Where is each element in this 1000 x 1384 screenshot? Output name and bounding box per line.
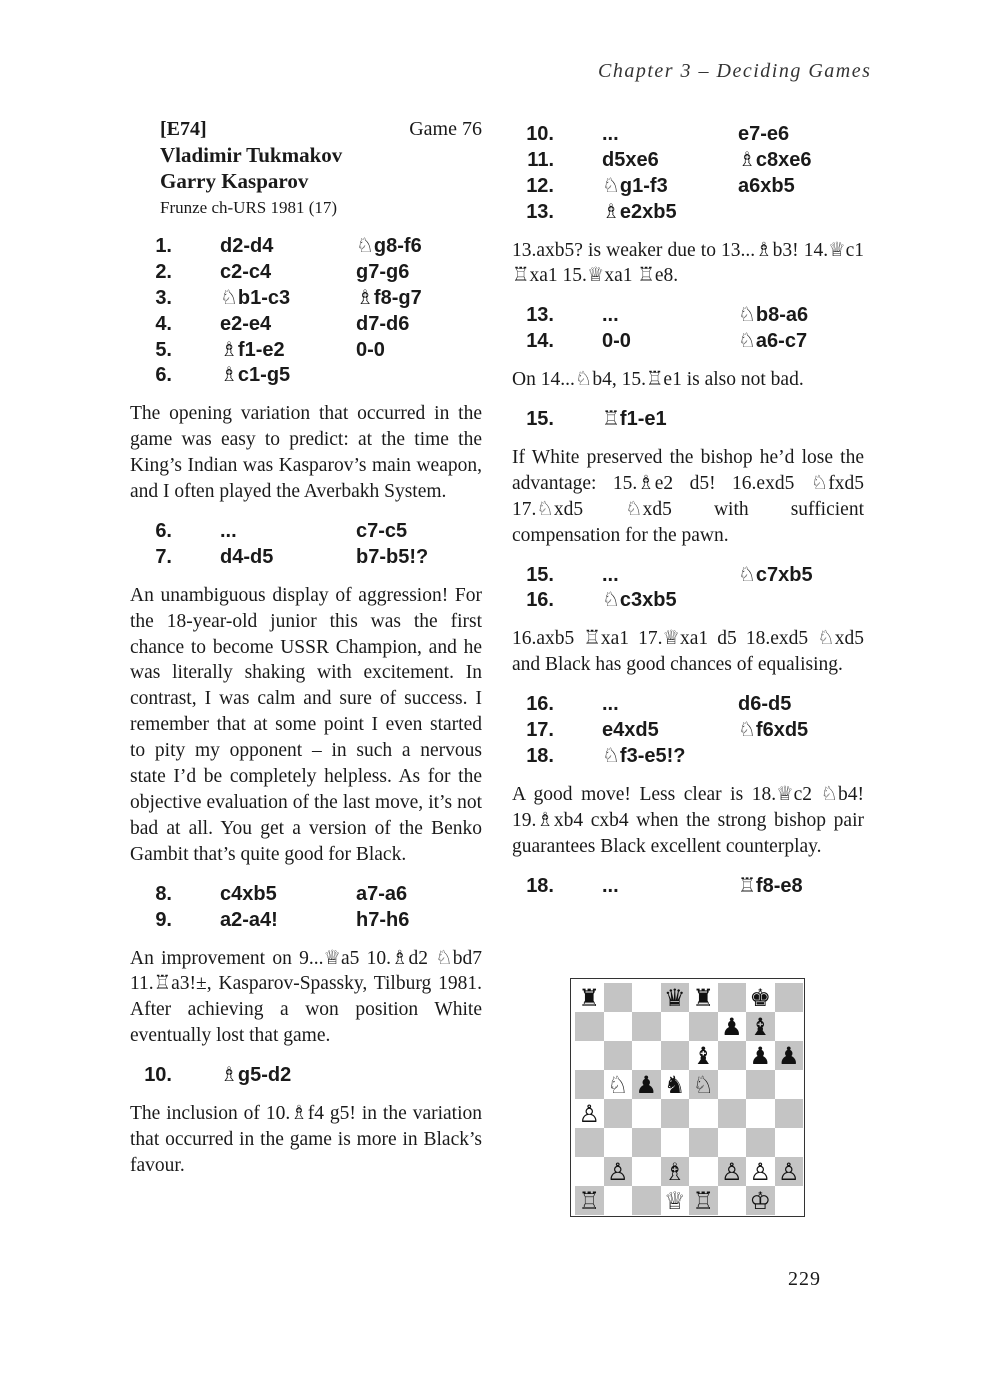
board-square: [718, 1070, 747, 1099]
white-move: d5xe6: [602, 148, 659, 171]
left-column: [130, 112, 482, 1179]
move-row: [130, 882, 482, 908]
white-move: ♘f3-e5!?: [602, 744, 686, 767]
move-number: 15.: [526, 563, 554, 586]
move-block: [512, 303, 864, 355]
move-number: 3.: [155, 286, 172, 309]
board-square: [575, 1012, 604, 1041]
board-square: [575, 1157, 604, 1186]
black-move: ♘g8-f6: [356, 235, 422, 257]
commentary-paragraph: The inclusion of 10.♗f4 g5! in the variation that occurred in the game is more in Black’s favour.: [130, 1103, 482, 1176]
move-row: [130, 312, 482, 338]
move-number: 12.: [526, 174, 554, 197]
running-header: Chapter 3 – Deciding Games: [598, 60, 872, 82]
move-number: 15.: [526, 408, 554, 431]
board-square: [689, 1128, 718, 1157]
commentary-paragraph: 16.axb5 ♖xa1 17.♕xa1 d5 18.exd5 ♘xd5 and Black has good chances of equalising.: [512, 628, 864, 676]
board-square-piece: ♟: [632, 1070, 661, 1099]
black-move: ♘a6-c7: [738, 330, 808, 353]
board-square: [632, 1012, 661, 1041]
board-square: [632, 1157, 661, 1186]
move-block: [512, 407, 864, 433]
board-square-piece: ♖: [575, 1186, 604, 1215]
move-row: [130, 286, 482, 312]
move-row: [512, 874, 864, 900]
move-block: [130, 519, 482, 571]
board-square: [632, 1128, 661, 1157]
commentary-paragraph: An unambiguous display of aggression! For the 18-year-old junior this was the first chance to become USSR Champion, and he was literally shaking with excitement. In contrast, I was calm and sure of success. I remember that at some point I even started to pity my opponent – in such a nervous state I’d be completely helpless. As for the objective evaluation of the last move, it’s not bad at all. You get a version of the Benko Gambit that’s quite good for Black.: [130, 584, 482, 865]
board-square: [718, 983, 747, 1012]
move-block: [512, 874, 864, 900]
move-number: 13.: [526, 304, 554, 327]
board-square-piece: ♝: [746, 1012, 775, 1041]
board-square: [746, 1099, 775, 1128]
right-column: [512, 112, 864, 899]
move-number: 18.: [526, 874, 554, 897]
white-move: ♘c3xb5: [602, 589, 677, 612]
board-square-piece: ♔: [746, 1186, 775, 1215]
board-square: [718, 1099, 747, 1128]
board-square-piece: ♝: [689, 1041, 718, 1070]
board-square-piece: ♗: [661, 1157, 690, 1186]
board-square: [775, 1070, 804, 1099]
board-square-piece: ♜: [575, 983, 604, 1012]
move-row: [512, 122, 864, 148]
black-move: b7-b5!?: [356, 545, 429, 568]
move-block: [512, 563, 864, 615]
move-number: 13.: [526, 200, 554, 223]
white-move: e2-e4: [220, 312, 272, 335]
move-number: 16.: [526, 693, 554, 716]
move-row: [130, 260, 482, 286]
white-move: ♘g1-f3: [602, 174, 668, 197]
black-move: c7-c5: [356, 519, 408, 542]
chess-diagram: [570, 978, 805, 1217]
white-move: 0-0: [602, 330, 631, 353]
chess-board-grid: [575, 983, 803, 1215]
board-square: [689, 1099, 718, 1128]
move-row: [512, 200, 864, 226]
move-number: 7.: [155, 545, 172, 568]
white-player: Vladimir Tukmakov: [160, 143, 343, 167]
move-number: 17.: [526, 719, 554, 742]
white-move: ...: [602, 123, 619, 145]
white-move: d2-d4: [220, 235, 274, 257]
board-square: [604, 983, 633, 1012]
white-move: ...: [602, 563, 619, 586]
move-row: [512, 174, 864, 200]
board-square: [718, 1128, 747, 1157]
move-row: [512, 563, 864, 589]
white-move: d4-d5: [220, 545, 274, 568]
white-move: ...: [602, 874, 619, 897]
commentary-paragraph: The opening variation that occurred in the game was easy to predict: at the time the King’s Indian was Kasparov’s main weapon, and I often played the Averbakh System.: [130, 403, 482, 503]
board-square: [689, 1157, 718, 1186]
white-move: ...: [602, 304, 619, 327]
board-square: [575, 1070, 604, 1099]
white-move: ♗c1-g5: [220, 364, 291, 387]
move-block: [512, 692, 864, 770]
black-move: ♗f8-g7: [356, 286, 422, 309]
white-move: e4xd5: [602, 719, 659, 742]
board-square-piece: ♙: [575, 1099, 604, 1128]
move-row: [512, 588, 864, 614]
move-number: 11.: [527, 148, 554, 171]
white-move: c4xb5: [220, 882, 277, 905]
move-block: [130, 1063, 482, 1089]
move-block: [130, 234, 482, 389]
left-column-body: [130, 234, 482, 1179]
board-square-piece: ♘: [689, 1070, 718, 1099]
move-row: [512, 303, 864, 329]
move-number: 16.: [526, 589, 554, 612]
black-move: ♗c8xe6: [738, 148, 812, 171]
board-square: [746, 1070, 775, 1099]
move-block: [130, 882, 482, 934]
move-number: 4.: [155, 312, 172, 335]
move-row: [512, 744, 864, 770]
board-square: [775, 1012, 804, 1041]
board-square-piece: ♖: [689, 1186, 718, 1215]
move-row: [512, 718, 864, 744]
white-move: ♘b1-c3: [220, 286, 291, 309]
white-move: c2-c4: [220, 260, 272, 283]
white-move: ♖f1-e1: [602, 408, 667, 431]
game-header: [160, 116, 482, 220]
board-square: [718, 1186, 747, 1215]
move-number: 6.: [155, 519, 172, 542]
board-square-piece: ♜: [689, 983, 718, 1012]
commentary-paragraph: On 14...♘b4, 15.♖e1 is also not bad.: [512, 369, 804, 391]
black-move: ♘c7xb5: [738, 563, 813, 586]
board-square: [661, 1041, 690, 1070]
board-square-piece: ♕: [661, 1186, 690, 1215]
white-move: ...: [220, 519, 237, 542]
board-square: [632, 1186, 661, 1215]
black-move: 0-0: [356, 338, 385, 361]
board-square: [632, 1041, 661, 1070]
black-move: a6xb5: [738, 174, 795, 197]
board-square: [746, 1128, 775, 1157]
board-square: [661, 1128, 690, 1157]
move-number: 18.: [526, 744, 554, 767]
white-move: ♗f1-e2: [220, 338, 285, 361]
board-square-piece: ♙: [746, 1157, 775, 1186]
move-row: [512, 329, 864, 355]
board-square: [718, 1041, 747, 1070]
black-move: a7-a6: [356, 882, 408, 905]
right-column-body: [512, 122, 864, 899]
board-square: [575, 1128, 604, 1157]
black-move: ♖f8-e8: [738, 874, 803, 897]
move-row: [130, 234, 482, 260]
move-number: 1.: [155, 235, 172, 257]
board-square: [689, 1012, 718, 1041]
board-square-piece: ♙: [604, 1157, 633, 1186]
move-row: [130, 545, 482, 571]
move-row: [512, 407, 864, 433]
move-number: 10.: [526, 123, 554, 145]
board-square: [632, 983, 661, 1012]
board-square-piece: ♙: [775, 1157, 804, 1186]
move-number: 14.: [526, 330, 554, 353]
board-square: [604, 1186, 633, 1215]
white-move: ...: [602, 693, 619, 716]
board-square-piece: ♚: [746, 983, 775, 1012]
move-number: 10.: [144, 1064, 172, 1087]
move-number: 5.: [155, 338, 172, 361]
move-row: [512, 692, 864, 718]
move-number: 9.: [155, 908, 172, 931]
black-player: Garry Kasparov: [160, 169, 309, 193]
board-square: [775, 1128, 804, 1157]
commentary-paragraph: 13.axb5? is weaker due to 13...♗b3! 14.♕c1 ♖xa1 15.♕xa1 ♖e8.: [512, 239, 864, 287]
black-move: d6-d5: [738, 693, 792, 716]
board-square-piece: ♟: [775, 1041, 804, 1070]
board-square-piece: ♞: [661, 1070, 690, 1099]
eco-code: [E74]: [160, 118, 207, 140]
black-move: ♘b8-a6: [738, 304, 809, 327]
page-number: 229: [788, 1268, 821, 1290]
white-move: a2-a4!: [220, 908, 278, 931]
black-move: g7-g6: [356, 260, 410, 283]
board-square: [575, 1041, 604, 1070]
white-move: ♗g5-d2: [220, 1064, 292, 1087]
board-square: [661, 1099, 690, 1128]
board-square: [661, 1012, 690, 1041]
move-row: [130, 1063, 482, 1089]
black-move: ♘f6xd5: [738, 719, 809, 742]
black-move: d7-d6: [356, 312, 410, 335]
commentary-paragraph: A good move! Less clear is 18.♕c2 ♘b4! 19.♗xb4 cxb4 when the strong bishop pair guarantees Black excellent counterplay.: [512, 783, 864, 857]
move-row: [130, 338, 482, 364]
move-number: 8.: [155, 882, 172, 905]
board-square: [604, 1041, 633, 1070]
commentary-paragraph: If White preserved the bishop he’d lose the advantage: 15.♗e2 d5! 16.exd5 ♘fxd5 17.♘xd5 ♘xd5 with sufficient compensation for the pawn.: [512, 446, 864, 546]
board-square: [775, 983, 804, 1012]
board-square: [604, 1012, 633, 1041]
move-row: [130, 519, 482, 545]
board-square-piece: ♙: [718, 1157, 747, 1186]
game-number: Game 76: [409, 118, 482, 140]
event-info: Frunze ch-URS 1981 (17): [160, 198, 338, 217]
board-square: [775, 1186, 804, 1215]
board-square-piece: ♛: [661, 983, 690, 1012]
move-number: 2.: [155, 260, 172, 283]
board-square: [604, 1099, 633, 1128]
move-block: [512, 122, 864, 226]
board-square: [775, 1099, 804, 1128]
move-row: [130, 908, 482, 934]
board-square: [604, 1128, 633, 1157]
black-move: e7-e6: [738, 123, 790, 145]
board-square-piece: ♘: [604, 1070, 633, 1099]
black-move: h7-h6: [356, 908, 410, 931]
move-number: 6.: [155, 364, 172, 387]
board-square-piece: ♟: [718, 1012, 747, 1041]
move-row: [130, 363, 482, 389]
board-square-piece: ♟: [746, 1041, 775, 1070]
white-move: ♗e2xb5: [602, 200, 677, 223]
move-row: [512, 148, 864, 174]
board-square: [632, 1099, 661, 1128]
commentary-paragraph: An improvement on 9...♕a5 10.♗d2 ♘bd7 11.♖a3!±, Kasparov-Spassky, Tilburg 1981. After achieving a won position White eventually lost that game.: [130, 947, 482, 1047]
